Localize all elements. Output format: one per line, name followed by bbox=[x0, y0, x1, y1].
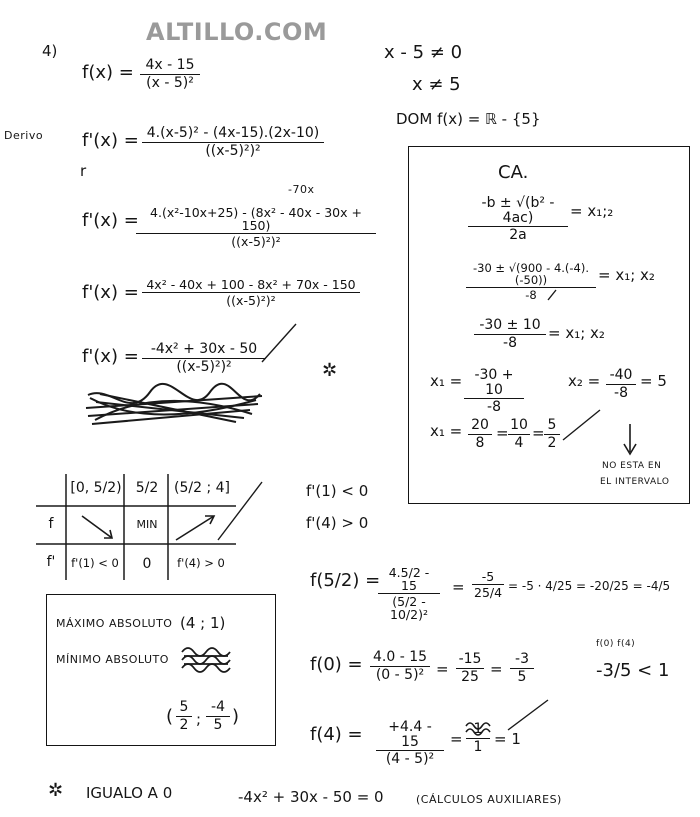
table-r1c2: MIN bbox=[136, 518, 158, 531]
deriv1-lhs: f'(x) = bbox=[82, 130, 139, 151]
eval0-s1: = bbox=[436, 660, 449, 678]
eval52-fraction bbox=[378, 566, 440, 622]
deriv2-lhs: f'(x) = bbox=[82, 210, 139, 231]
result-min-fraction2 bbox=[206, 700, 230, 732]
aux-x1-lhs: x₁ = bbox=[430, 372, 463, 390]
eval0-s2: = bbox=[490, 660, 503, 678]
eval0-den: (0 - 5)² bbox=[375, 666, 425, 683]
sign-check-b: f'(4) > 0 bbox=[306, 514, 369, 532]
result-max-value: (4 ; 1) bbox=[180, 614, 226, 632]
aux-x2-fraction bbox=[606, 368, 636, 400]
deriv3-lhs: f'(x) = bbox=[82, 282, 139, 303]
deriv1-den: ((x-5)²)² bbox=[205, 142, 261, 159]
aux-sub-num: -30 ± √(900 - 4.(-4).(-50)) bbox=[472, 261, 590, 288]
eval52-den: (5/2 - 10/2)² bbox=[390, 594, 428, 623]
aux-x1b-fraction bbox=[468, 418, 492, 450]
aux-simp-den: -8 bbox=[503, 334, 517, 351]
eval4-n2: 1 bbox=[473, 721, 483, 737]
eval52-n2: -5 bbox=[481, 569, 495, 584]
aux-sub-den: -8 bbox=[525, 288, 537, 303]
aux-title: CA. bbox=[498, 162, 529, 183]
eval0-d3: 5 bbox=[517, 668, 527, 685]
eval4-s1: = bbox=[450, 730, 463, 748]
footer-label: IGUALO A 0 bbox=[86, 784, 173, 802]
eval52-fraction2 bbox=[472, 570, 504, 599]
aux-note1: NO ESTA EN bbox=[602, 461, 662, 471]
deriv4-lhs: f'(x) = bbox=[82, 346, 139, 367]
domain-line3: DOM f(x) = ℝ - {5} bbox=[396, 110, 541, 128]
aux-formula-den: 2a bbox=[509, 227, 527, 244]
deriv3-num: 4x² - 40x + 100 - 8x² + 70x - 150 bbox=[146, 277, 356, 292]
aux-formula-rhs: = x₁;₂ bbox=[570, 202, 614, 220]
deriv4-num: -4x² + 30x - 50 bbox=[150, 341, 258, 357]
table-r2c1: f'(1) < 0 bbox=[71, 556, 119, 570]
result-min-sep: ; bbox=[196, 710, 202, 728]
aux-formula-num: -b ± √(b² - 4ac) bbox=[481, 195, 555, 226]
deriv2-note: -70x bbox=[288, 183, 315, 196]
aux-x1d-fraction bbox=[544, 418, 560, 450]
aux-x1b-lhs: x₁ = bbox=[430, 422, 463, 440]
eval0-n2: -15 bbox=[458, 651, 482, 667]
aux-sub-rhs: = x₁; x₂ bbox=[598, 266, 655, 284]
deriv2-fraction bbox=[136, 206, 376, 248]
aux-x1-num: -30 + 10 bbox=[474, 367, 514, 398]
f-def-den: (x - 5)² bbox=[146, 74, 194, 91]
table-r2-label: f' bbox=[46, 554, 56, 570]
eval0-fraction3 bbox=[510, 652, 534, 684]
domain-line2: x ≠ 5 bbox=[412, 74, 461, 95]
stray-mark: r bbox=[80, 162, 87, 180]
table-r1-label: f bbox=[48, 516, 54, 532]
aux-x1b-den: 8 bbox=[475, 434, 485, 451]
deriv3-fraction bbox=[142, 278, 360, 307]
aux-note2: EL INTERVALO bbox=[600, 477, 670, 487]
star-mark: ✲ bbox=[322, 360, 338, 381]
eval52-d2: 25/4 bbox=[474, 585, 503, 601]
eval4-fraction2 bbox=[466, 722, 490, 754]
result-min-num2: -4 bbox=[211, 699, 225, 715]
aux-x2-lhs: x₂ = bbox=[568, 372, 601, 390]
deriv2-num: 4.(x²-10x+25) - (8x² - 40x - 30x + 150) bbox=[150, 205, 362, 234]
deriv4-fraction bbox=[142, 342, 266, 374]
aux-x1b-num: 20 bbox=[471, 417, 489, 433]
eval0-n3: -3 bbox=[515, 651, 529, 667]
eval52-lhs: f(5/2) = bbox=[310, 570, 381, 591]
aux-simp-rhs: = x₁; x₂ bbox=[548, 324, 605, 342]
result-min-fraction1 bbox=[176, 700, 192, 732]
result-min-close: ) bbox=[232, 706, 240, 727]
watermark: ALTILLO.COM bbox=[146, 18, 328, 46]
aux-formula-fraction bbox=[468, 196, 568, 243]
result-max-label: MÁXIMO ABSOLUTO bbox=[56, 617, 173, 630]
table-r2c2: 0 bbox=[142, 556, 152, 572]
eval4-d2: 1 bbox=[473, 738, 483, 755]
eval4-lhs: f(4) = bbox=[310, 724, 363, 745]
table-r2c3: f'(4) > 0 bbox=[177, 556, 225, 570]
deriv2-den: ((x-5)²)² bbox=[231, 234, 281, 250]
result-min-den1: 2 bbox=[179, 716, 189, 733]
table-h1: [0, 5/2) bbox=[70, 480, 122, 496]
aux-simp-num: -30 ± 10 bbox=[479, 317, 541, 333]
result-min-open: ( bbox=[166, 706, 174, 727]
deriv1-fraction bbox=[142, 126, 324, 158]
deriv3-den: ((x-5)²)² bbox=[226, 293, 276, 309]
footer-note: (CÁLCULOS AUXILIARES) bbox=[416, 793, 562, 806]
eval4-fraction bbox=[376, 720, 444, 767]
aux-x1b-eq: = bbox=[496, 424, 509, 442]
eval4-rest: = 1 bbox=[494, 730, 521, 748]
aux-x2-den: -8 bbox=[614, 384, 628, 401]
aux-sub-fraction bbox=[466, 262, 596, 301]
aux-x1c-eq: = bbox=[532, 424, 545, 442]
eval0-fraction2 bbox=[456, 652, 484, 684]
eval52-s1: = bbox=[452, 578, 465, 596]
aux-x1d-num: 5 bbox=[547, 417, 557, 433]
footer-star: ✲ bbox=[48, 780, 64, 801]
table-h3: (5/2 ; 4] bbox=[174, 480, 230, 496]
compare-expr: -3/5 < 1 bbox=[596, 660, 670, 681]
deriv4-den: ((x-5)²)² bbox=[176, 358, 232, 375]
aux-simp-fraction bbox=[474, 318, 546, 350]
sign-check-a: f'(1) < 0 bbox=[306, 482, 369, 500]
eval0-d2: 25 bbox=[461, 668, 479, 685]
aux-x1-fraction bbox=[464, 368, 524, 415]
aux-x1c-den: 4 bbox=[514, 434, 524, 451]
table-h2: 5/2 bbox=[135, 480, 159, 496]
compare-labels: f(0) f(4) bbox=[596, 639, 636, 649]
eval52-num: 4.5/2 - 15 bbox=[388, 565, 430, 594]
eval4-num: +4.4 - 15 bbox=[388, 719, 432, 750]
deriv1-num: 4.(x-5)² - (4x-15).(2x-10) bbox=[146, 125, 320, 141]
aux-x1c-fraction bbox=[508, 418, 530, 450]
margin-note: Derivo bbox=[4, 129, 44, 142]
aux-x2-rhs: = 5 bbox=[640, 372, 667, 390]
aux-x1d-den: 2 bbox=[547, 434, 557, 451]
f-def-num: 4x - 15 bbox=[145, 57, 195, 73]
f-def-lhs: f(x) = bbox=[82, 62, 134, 83]
eval4-den: (4 - 5)² bbox=[385, 751, 435, 768]
result-min-den2: 5 bbox=[213, 716, 223, 733]
eval0-lhs: f(0) = bbox=[310, 654, 363, 675]
aux-x1c-num: 10 bbox=[510, 417, 528, 433]
aux-x2-num: -40 bbox=[609, 367, 633, 383]
domain-line1: x - 5 ≠ 0 bbox=[384, 42, 463, 63]
result-min-num1: 5 bbox=[179, 699, 189, 715]
aux-x1-den: -8 bbox=[487, 399, 501, 416]
result-min-label: MÍNIMO ABSOLUTO bbox=[56, 653, 169, 666]
problem-number: 4) bbox=[42, 42, 58, 60]
eval52-rest: = -5 · 4/25 = -20/25 = -4/5 bbox=[508, 579, 671, 593]
eval0-fraction bbox=[370, 650, 430, 682]
footer-eq: -4x² + 30x - 50 = 0 bbox=[238, 788, 384, 806]
f-def-fraction bbox=[140, 58, 200, 90]
eval0-num: 4.0 - 15 bbox=[372, 649, 428, 665]
